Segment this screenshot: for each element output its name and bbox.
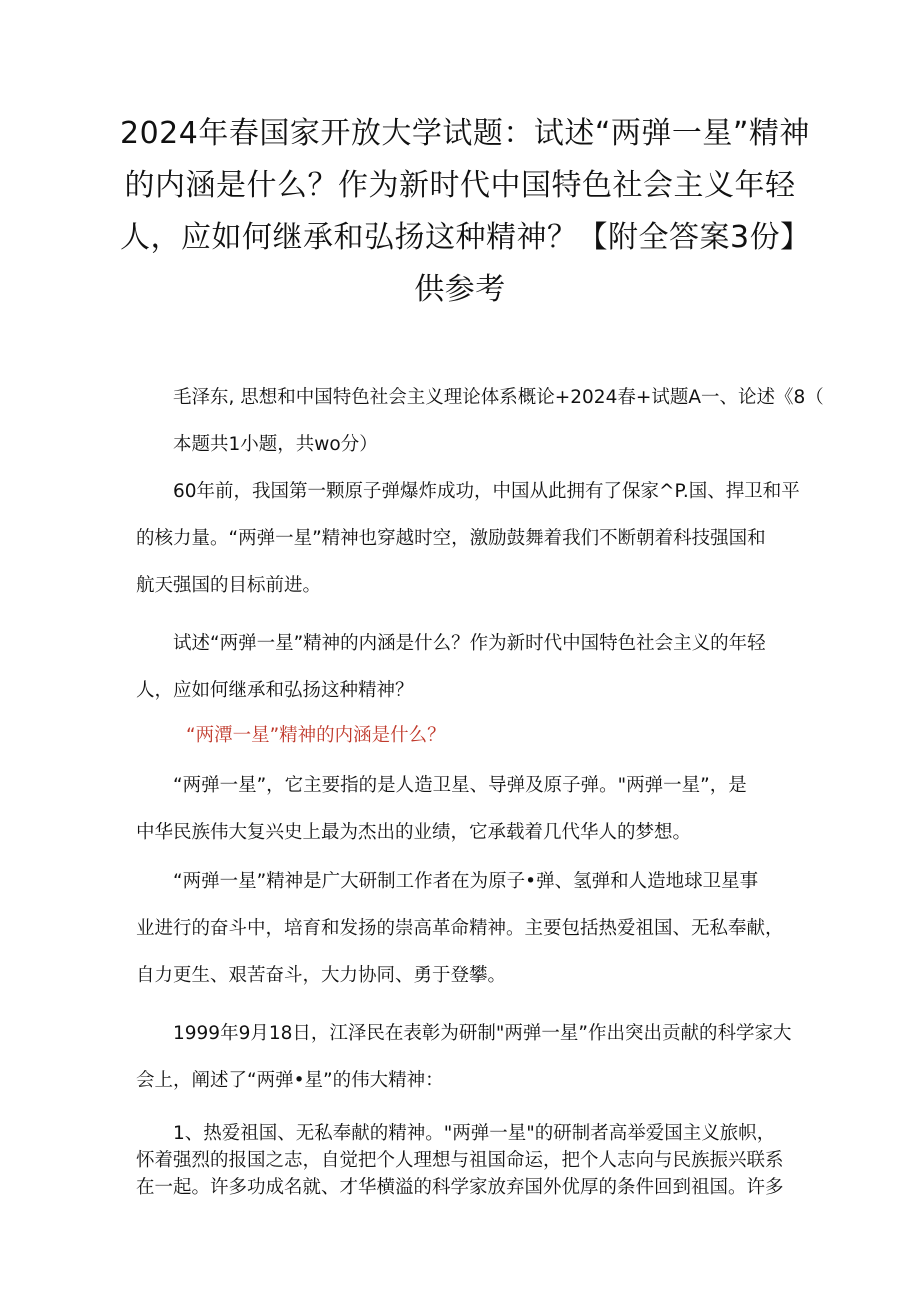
title-line: 的内涵是什么？作为新时代中国特色社会主义年轻 xyxy=(124,168,796,203)
point-one-paragraph xyxy=(136,1120,796,1201)
exam-header-line: 本题共1小题，共wo分） xyxy=(173,434,378,455)
exam-header-line: 毛泽东, 思想和中国特色社会主义理论体系概论+2024春+试题A一、论述《8（ xyxy=(173,387,824,408)
paragraph-line: 自力更生、艰苦奋斗，大力协同、勇于登攀。 xyxy=(136,965,507,986)
paragraph-line: 1999年9月18日，江泽民在表彰为研制"两弹一星”作出突出贡献的科学家大 xyxy=(173,1023,792,1044)
title-line: 供参考 xyxy=(414,272,506,307)
intro-paragraph xyxy=(136,468,800,609)
paragraph-line: “两弹一星”，它主要指的是人造卫星、导弹及原子弹。"两弹一星”，是 xyxy=(173,775,747,796)
subheading-text: “两潭一星”精神的内涵是什么？ xyxy=(186,725,446,746)
paragraph-line: 试述“两弹一星”精神的内涵是什么？作为新时代中国特色社会主义的年轻 xyxy=(173,633,766,654)
paragraph-line: 在一起。许多功成名就、才华横溢的科学家放弃国外优厚的条件回到祖国。许多 xyxy=(136,1177,784,1198)
history-paragraph xyxy=(136,1010,796,1104)
paragraph-line: 1、热爱祖国、无私奉献的精神。"两弹一星"的研制者高举爱国主义旅帜， xyxy=(173,1123,776,1144)
question-paragraph xyxy=(136,620,796,714)
title-line: 2024年春国家开放大学试题：试述“两弹一星”精神 xyxy=(120,116,810,151)
paragraph-line: 航天强国的目标前进。 xyxy=(136,575,322,596)
paragraph-line: 中华民族伟大复兴史上最为杰出的业绩，它承载着几代华人的梦想。 xyxy=(136,822,692,843)
paragraph-line: 60年前，我国第一颗原子弹爆炸成功，中国从此拥有了保家^P.国、捍卫和平 xyxy=(173,481,800,502)
definition-paragraph xyxy=(136,762,796,856)
paragraph-line: 会上，阐述了“两弹•星”的伟大精神： xyxy=(136,1070,444,1091)
section-subheading xyxy=(136,712,846,759)
paragraph-line: 人，应如何继承和弘扬这种精神？ xyxy=(136,680,414,701)
exam-header xyxy=(136,374,824,468)
paragraph-line: 业进行的奋斗中，培育和发扬的崇高革命精神。主要包括热爱祖国、无私奉献， xyxy=(136,918,784,939)
paragraph-line: 的核力量。“两弹一星”精神也穿越时空，激励鼓舞着我们不断朝着科技强国和 xyxy=(136,528,766,549)
title-line: 人，应如何继承和弘扬这种精神？【附全答案3份】 xyxy=(120,220,811,255)
document-title xyxy=(120,108,811,316)
spirit-paragraph xyxy=(136,858,796,999)
paragraph-line: “两弹一星”精神是广大研制工作者在为原子•弹、氢弹和人造地球卫星事 xyxy=(173,871,759,892)
paragraph-line: 怀着强烈的报国之志，自觉把个人理想与祖国命运，把个人志向与民族振兴联系 xyxy=(136,1150,784,1171)
